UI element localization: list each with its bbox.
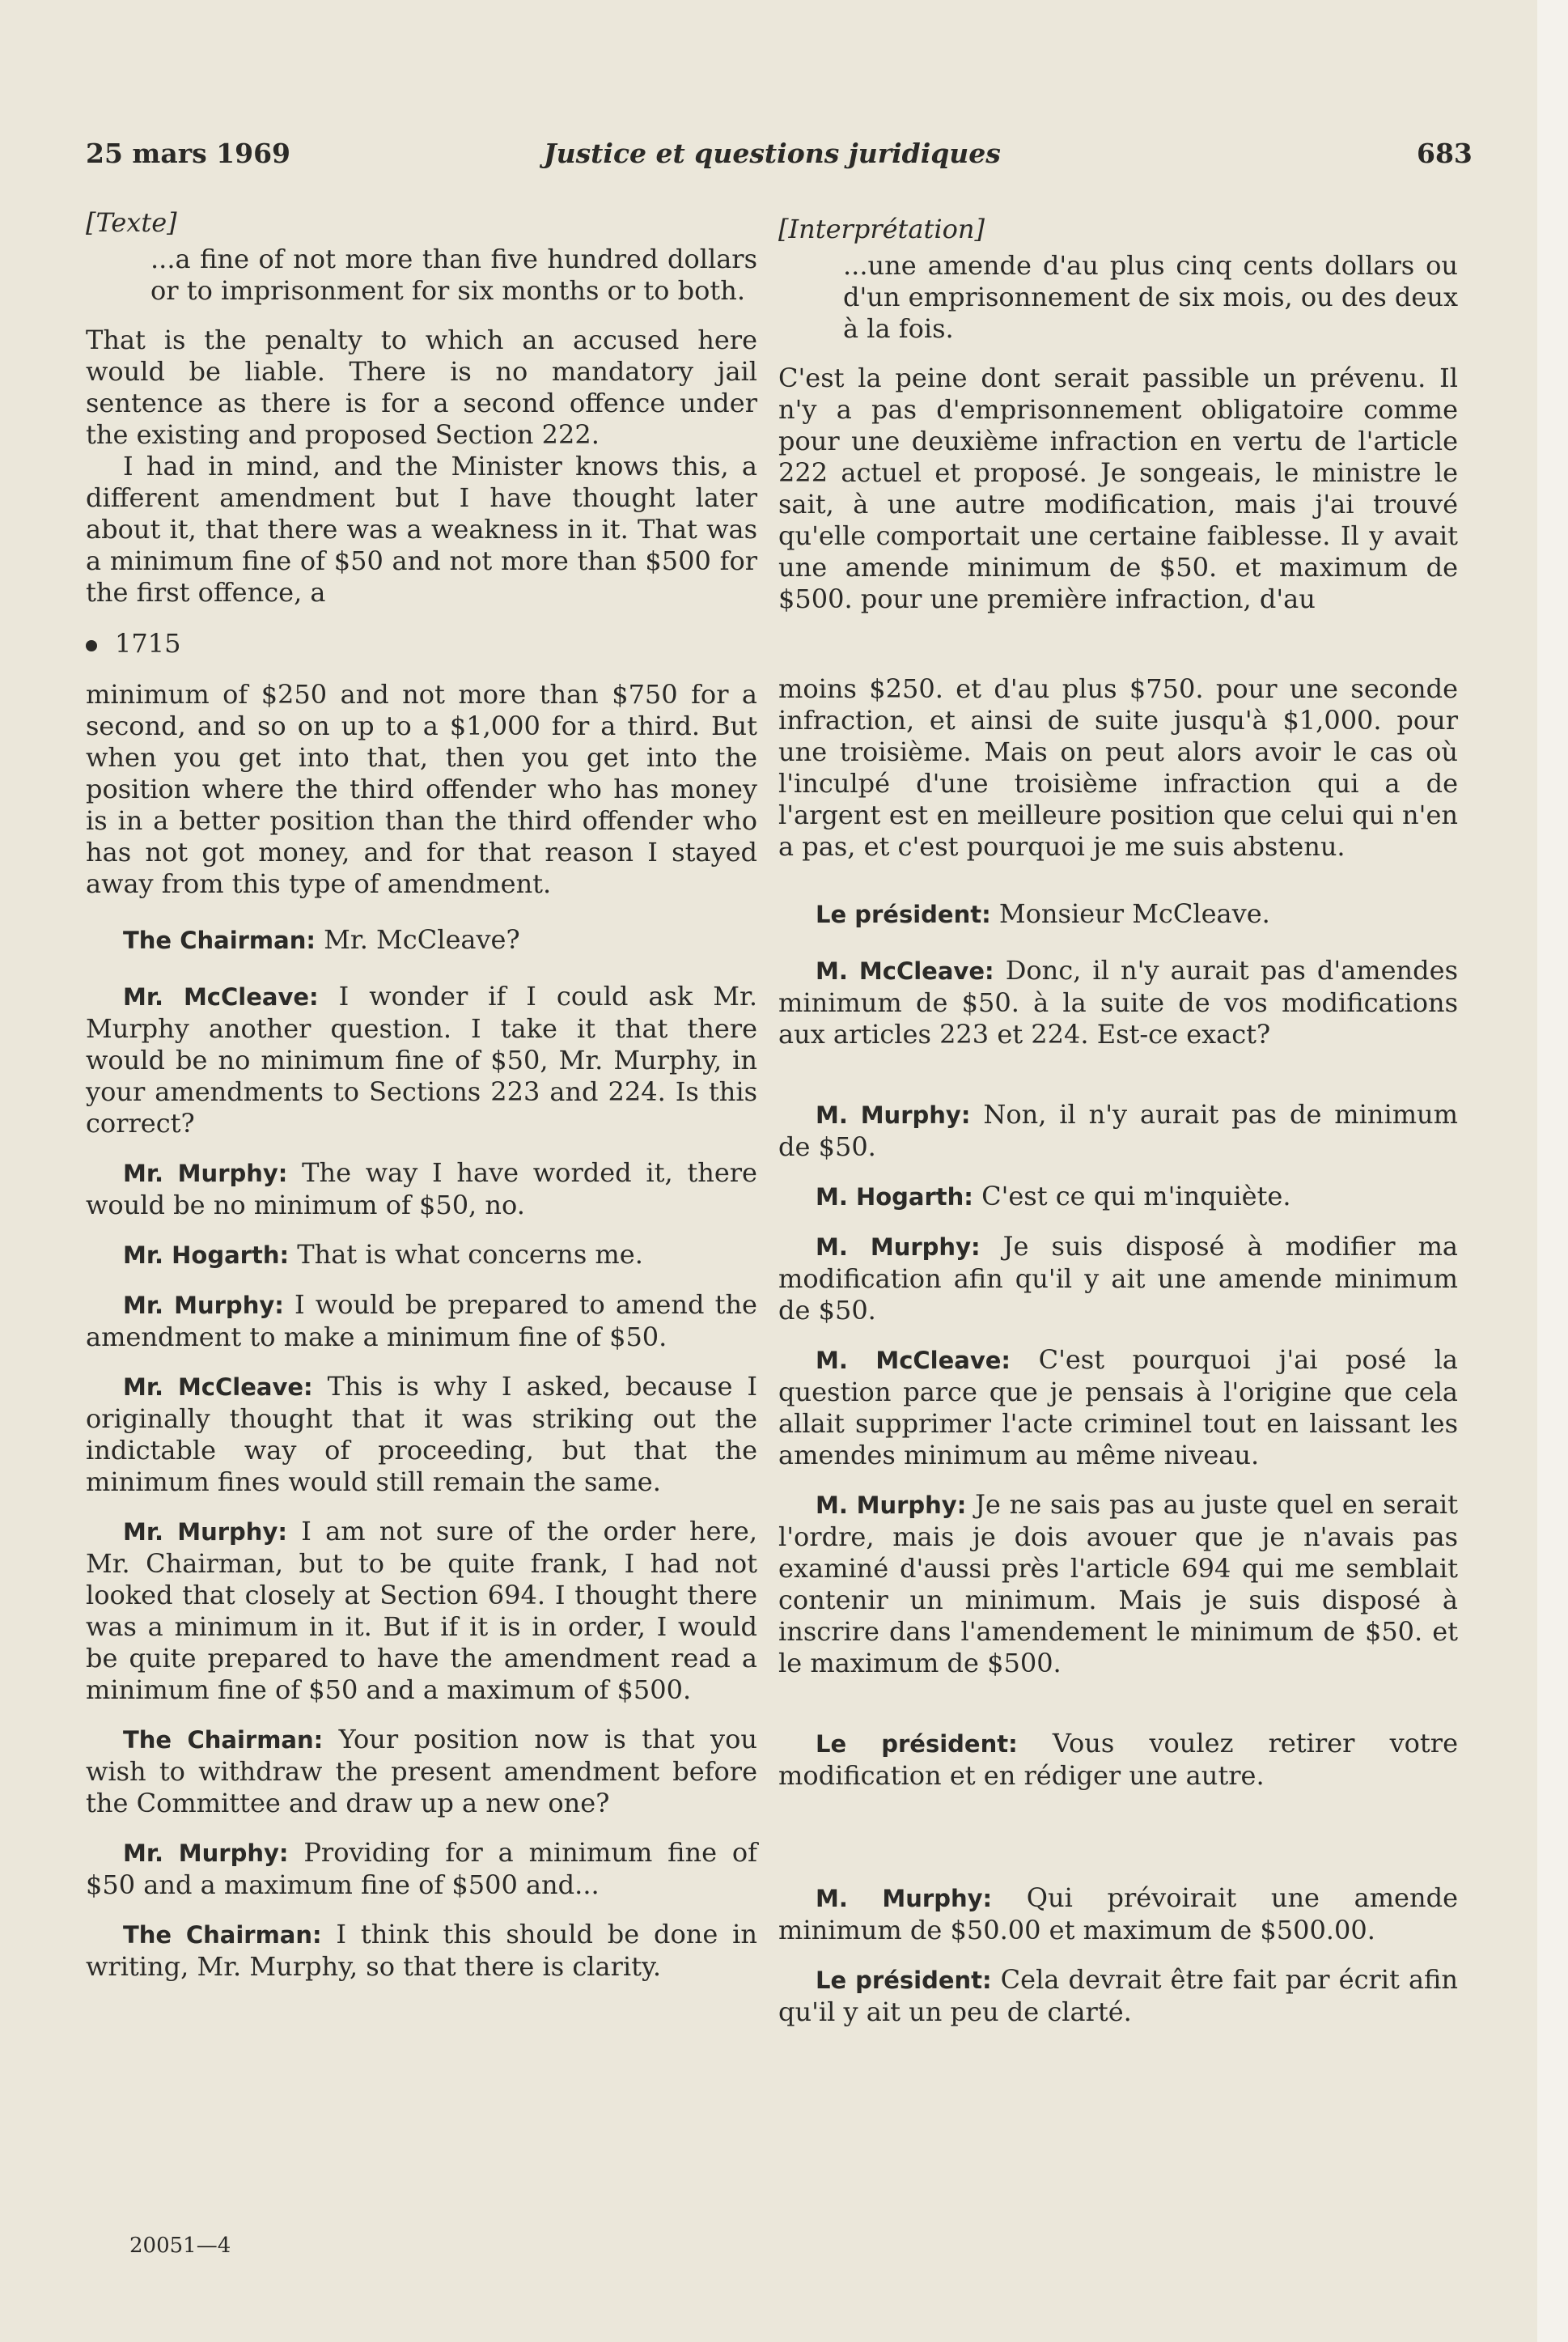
- speaker-name: Le président:: [816, 1730, 1018, 1758]
- dialogue-entry: [86, 1516, 757, 1706]
- english-column: [86, 207, 757, 1983]
- dialogue-entry: [778, 1181, 1458, 1213]
- speech-text: Your position now is that you wish to withdraw the present amendment before the Committee and draw up a new one?: [86, 1724, 758, 1818]
- dialogue-entry: [86, 1724, 757, 1819]
- paragraph: minimum of $250 and not more than $750 for a second, and so on up to a $1,000 for a third. But when you get into that, then you get into the position where the third offender who has money is in a better position than the third offender who has not got money, and for that reason I stayed away from this type of amendment.: [86, 679, 757, 899]
- bullet-icon: [86, 640, 97, 651]
- dialogue-entry: [86, 981, 757, 1139]
- speaker-name: M. Murphy:: [816, 1101, 971, 1129]
- speech-text: Qui prévoirait une amende minimum de $50.00 et maximum de $500.00.: [778, 1882, 1459, 1945]
- dialogue-entry: [778, 1344, 1458, 1471]
- page-edge: [1537, 0, 1568, 2342]
- dialogue-entry: [778, 1964, 1458, 2028]
- quoted-text: ...une amende d'au plus cinq cents dollars ou d'un emprisonnement de six mois, ou des deux à la fois.: [843, 250, 1458, 344]
- speech-text: I am not sure of the order here, Mr. Chairman, but to be quite frank, I had not looked that closely at Section 694. I thought there was a minimum in it. But if it is in order, I would be quite prepared to have the amendment read a minimum fine of $50 and a maximum of $500.: [86, 1516, 758, 1705]
- footer-code: 20051—4: [129, 2234, 231, 2258]
- dialogue-entry: [778, 1882, 1458, 1946]
- dialogue-entry: [86, 1371, 757, 1498]
- french-column: [778, 207, 1458, 2028]
- speaker-name: M. McCleave:: [816, 1347, 1011, 1374]
- speaker-name: The Chairman:: [123, 1921, 322, 1949]
- speech-text: Je ne sais pas au juste quel en serait l'ordre, mais je dois avouer que je n'avais pas examiné d'aussi près l'article 694 qui me semblait contenir un minimum. Mais je suis disposé à inscrire dans l'amendement le minimum de $50. et le maximum de $500.: [778, 1489, 1459, 1678]
- speech-text: C'est pourquoi j'ai posé la question parce que je pensais à l'origine que cela allait supprimer l'acte criminel tout en laissant les amendes minimum au même niveau.: [778, 1344, 1458, 1470]
- speaker-name: The Chairman:: [123, 1726, 324, 1754]
- speaker-name: Mr. McCleave:: [123, 1373, 313, 1401]
- speaker-name: Mr. Murphy:: [123, 1160, 288, 1187]
- speech-text: Donc, il n'y aurait pas d'amendes minimum de $50. à la suite de vos modifications aux articles 223 et 224. Est-ce exact?: [778, 955, 1459, 1050]
- dialogue-entry: [86, 1919, 757, 1983]
- speech-text: Vous voulez retirer votre modification et en rédiger une autre.: [778, 1728, 1458, 1791]
- speaker-name: Mr. Hogarth:: [123, 1241, 290, 1269]
- speech-text: Providing for a minimum fine of $50 and a maximum fine of $500 and...: [86, 1837, 758, 1900]
- interpretation-tag: [Interprétation]: [778, 214, 985, 244]
- dialogue-entry: [778, 1099, 1458, 1163]
- speech-text: This is why I asked, because I originally thought that it was striking out the indictable way of proceeding, but that the minimum fines would still remain the same.: [86, 1371, 758, 1497]
- speaker-name: Mr. McCleave:: [123, 983, 319, 1011]
- speaker-name: Le président:: [816, 901, 991, 928]
- text-tag: [Texte]: [86, 207, 177, 238]
- speech-text: C'est ce qui m'inquiète.: [973, 1181, 1291, 1211]
- page-number: 683: [1417, 138, 1473, 169]
- speaker-name: M. Hogarth:: [816, 1183, 973, 1211]
- dialogue-entry: [778, 898, 1458, 931]
- speech-text: The way I have worded it, there would be no minimum of $50, no.: [86, 1157, 757, 1220]
- speaker-name: The Chairman:: [123, 927, 316, 954]
- dialogue-entry: [86, 924, 757, 957]
- speech-text: Mr. McCleave?: [315, 924, 520, 955]
- time-marker: [86, 628, 757, 660]
- speaker-name: Mr. Murphy:: [123, 1518, 287, 1546]
- speaker-name: M. Murphy:: [816, 1491, 967, 1519]
- time-marker-label: 1715: [115, 628, 181, 659]
- paragraph: C'est la peine dont serait passible un prévenu. Il n'y a pas d'emprisonnement obligatoire comme pour une deuxième infraction en vertu de l'article 222 actuel et proposé. Je songeais, le ministre le sait, à une autre modification, mais j'ai trouvé qu'elle comportait une certaine faiblesse. Il y avait une amende minimum de $50. et maximum de $500. pour une première infraction, d'au: [778, 363, 1458, 614]
- speaker-name: Mr. Murphy:: [123, 1292, 284, 1319]
- speech-text: I think this should be done in writing, Mr. Murphy, so that there is clarity.: [86, 1919, 757, 1982]
- speaker-name: M. Murphy:: [816, 1885, 993, 1912]
- dialogue-entry: [778, 1728, 1458, 1792]
- speech-text: I would be prepared to amend the amendment to make a minimum fine of $50.: [86, 1289, 757, 1352]
- paragraph: I had in mind, and the Minister knows this, a different amendment but I have thought later about it, that there was a weakness in it. That was a minimum fine of $50 and not more than $500 for the first offence, a: [86, 451, 757, 608]
- dialogue-entry: [778, 955, 1458, 1050]
- quoted-text: ...a fine of not more than five hundred dollars or to imprisonment for six months or to both.: [150, 244, 757, 306]
- speech-text: Monsieur McCleave.: [990, 898, 1270, 929]
- speech-text: That is what concerns me.: [289, 1239, 643, 1270]
- speaker-name: M. McCleave:: [816, 957, 994, 985]
- speech-text: I wonder if I could ask Mr. Murphy another question. I take it that there would be no minimum fine of $50, Mr. Murphy, in your amendments to Sections 223 and 224. Is this correct?: [86, 981, 757, 1139]
- dialogue-entry: [86, 1239, 757, 1271]
- paragraph: That is the penalty to which an accused here would be liable. There is no mandatory jail sentence as there is for a second offence under the existing and proposed Section 222.: [86, 325, 757, 450]
- dialogue-entry: [778, 1489, 1458, 1679]
- dialogue-entry: [778, 1231, 1458, 1326]
- header-date: 25 mars 1969: [86, 138, 291, 169]
- speech-text: Je suis disposé à modifier ma modification afin qu'il y ait une amende minimum de $50.: [778, 1231, 1459, 1326]
- dialogue-entry: [86, 1289, 757, 1353]
- speaker-name: Le président:: [816, 1967, 992, 1994]
- speaker-name: Mr. Murphy:: [123, 1839, 289, 1867]
- speaker-name: M. Murphy:: [816, 1233, 981, 1261]
- header-title: Justice et questions juridiques: [544, 138, 1001, 169]
- dialogue-entry: [86, 1837, 757, 1901]
- paragraph: moins $250. et d'au plus $750. pour une seconde infraction, et ainsi de suite jusqu'à $1,000. pour une troisième. Mais on peut alors avoir le cas où l'inculpé d'une troisième infraction qui a de l'argent est en meilleure position que celui qui n'en a pas, et c'est pourquoi je me suis abstenu.: [778, 673, 1458, 862]
- speech-text: Cela devrait être fait par écrit afin qu'il y ait un peu de clarté.: [778, 1964, 1458, 2027]
- dialogue-entry: [86, 1157, 757, 1221]
- speech-text: Non, il n'y aurait pas de minimum de $50.: [778, 1099, 1459, 1162]
